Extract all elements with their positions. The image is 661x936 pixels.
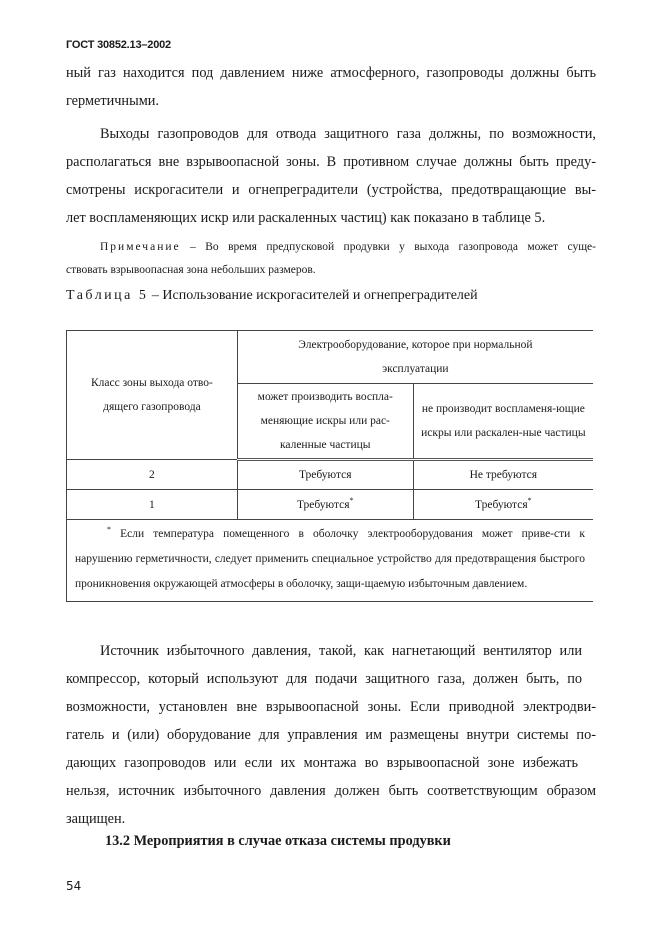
- cell-text: Не требуются: [469, 469, 538, 481]
- table-footnote: [67, 520, 594, 602]
- note-line: ствовать взрывоопасная зона небольших размеров.: [66, 264, 316, 276]
- table-5: [66, 330, 593, 602]
- footnote-text: Если температура помещенного в оболочку электрооборудования может приве-сти к нарушению герметичности, следует применить специальное устройство для предотвращения быстрого проникновения окружающей атмосферы в оболочку, защи-щаемую избыточным давлением.: [75, 528, 585, 590]
- header-zone-class: Класс зоны выхода отво-дящего газопровода: [67, 331, 238, 460]
- section-heading: 13.2 Мероприятия в случае отказа системы продувки: [105, 833, 451, 849]
- header-equipment-group: Электрооборудование, которое при нормальной эксплуатации: [237, 331, 593, 384]
- document-code-header: ГОСТ 30852.13–2002: [66, 39, 171, 51]
- text-line: лет воспламеняющих искр или раскаленных частиц) как показано в таблице 5.: [66, 210, 546, 226]
- cell-does-not-produce: [413, 490, 593, 520]
- text-line: располагаться вне взрывоопасной зоны. В противном случае должны быть преду-: [66, 154, 596, 170]
- text-line: смотрены искрогасители и огнепреградители (устройства, предотвращающие вы-: [66, 182, 596, 198]
- text-line: компрессор, который используют для подачи защитного газа, должен быть, по: [66, 671, 582, 687]
- note-label: Примечание: [100, 241, 181, 253]
- text-line: ный газ находится под давлением ниже атмосферного, газопроводы должны быть: [66, 65, 596, 81]
- table-caption-text: – Использование искрогасителей и огнепреградителей: [148, 288, 478, 303]
- cell-zone: 2: [67, 460, 238, 490]
- cell-text: Требуются: [475, 498, 528, 511]
- cell-does-not-produce: [413, 460, 593, 490]
- page-number: 54: [66, 879, 82, 893]
- text-line: герметичными.: [66, 93, 159, 109]
- subheader-does-not-produce: не производит воспламеня-ющие искры или раскален-ные частицы: [413, 384, 593, 460]
- table-footnote-row: [67, 520, 594, 602]
- footnote-mark: *: [107, 525, 111, 535]
- text-line: Источник избыточного давления, такой, как нагнетающий вентилятор или: [100, 643, 582, 659]
- cell-zone: 1: [67, 490, 238, 520]
- text-line: дающих газопроводов или если их монтажа во взрывоопасной зоне избежать: [66, 755, 578, 771]
- footnote-mark: *: [527, 495, 532, 505]
- text-line: возможности, установлен вне взрывоопасной зоны. Если приводной электродви-: [66, 699, 596, 715]
- table-caption-label: Таблица 5: [66, 288, 149, 303]
- text-line: нельзя, источник избыточного давления должен быть соответствующим образом: [66, 783, 596, 799]
- cell-text: Требуются: [296, 498, 350, 511]
- cell-may-produce: [237, 460, 413, 490]
- text-line: Выходы газопроводов для отвода защитного газа должны, по возможности,: [100, 126, 596, 142]
- footnote-mark: *: [349, 495, 354, 505]
- text-line: защищен.: [66, 811, 126, 827]
- text-line: гатель и (или) оборудование для управления им размещены внутри системы по-: [66, 727, 596, 743]
- subheader-may-produce: может производить воспла-меняющие искры или рас-каленные частицы: [237, 384, 413, 460]
- note-line: [100, 237, 596, 257]
- table-row: [67, 490, 594, 520]
- note-text: – Во время предпусковой продувки у выхода газопровода может суще-: [180, 241, 596, 253]
- table-header-row: [67, 331, 594, 384]
- cell-may-produce: [237, 490, 413, 520]
- table-row: [67, 460, 594, 490]
- table-caption: [66, 288, 478, 304]
- cell-text: Требуются: [298, 469, 352, 481]
